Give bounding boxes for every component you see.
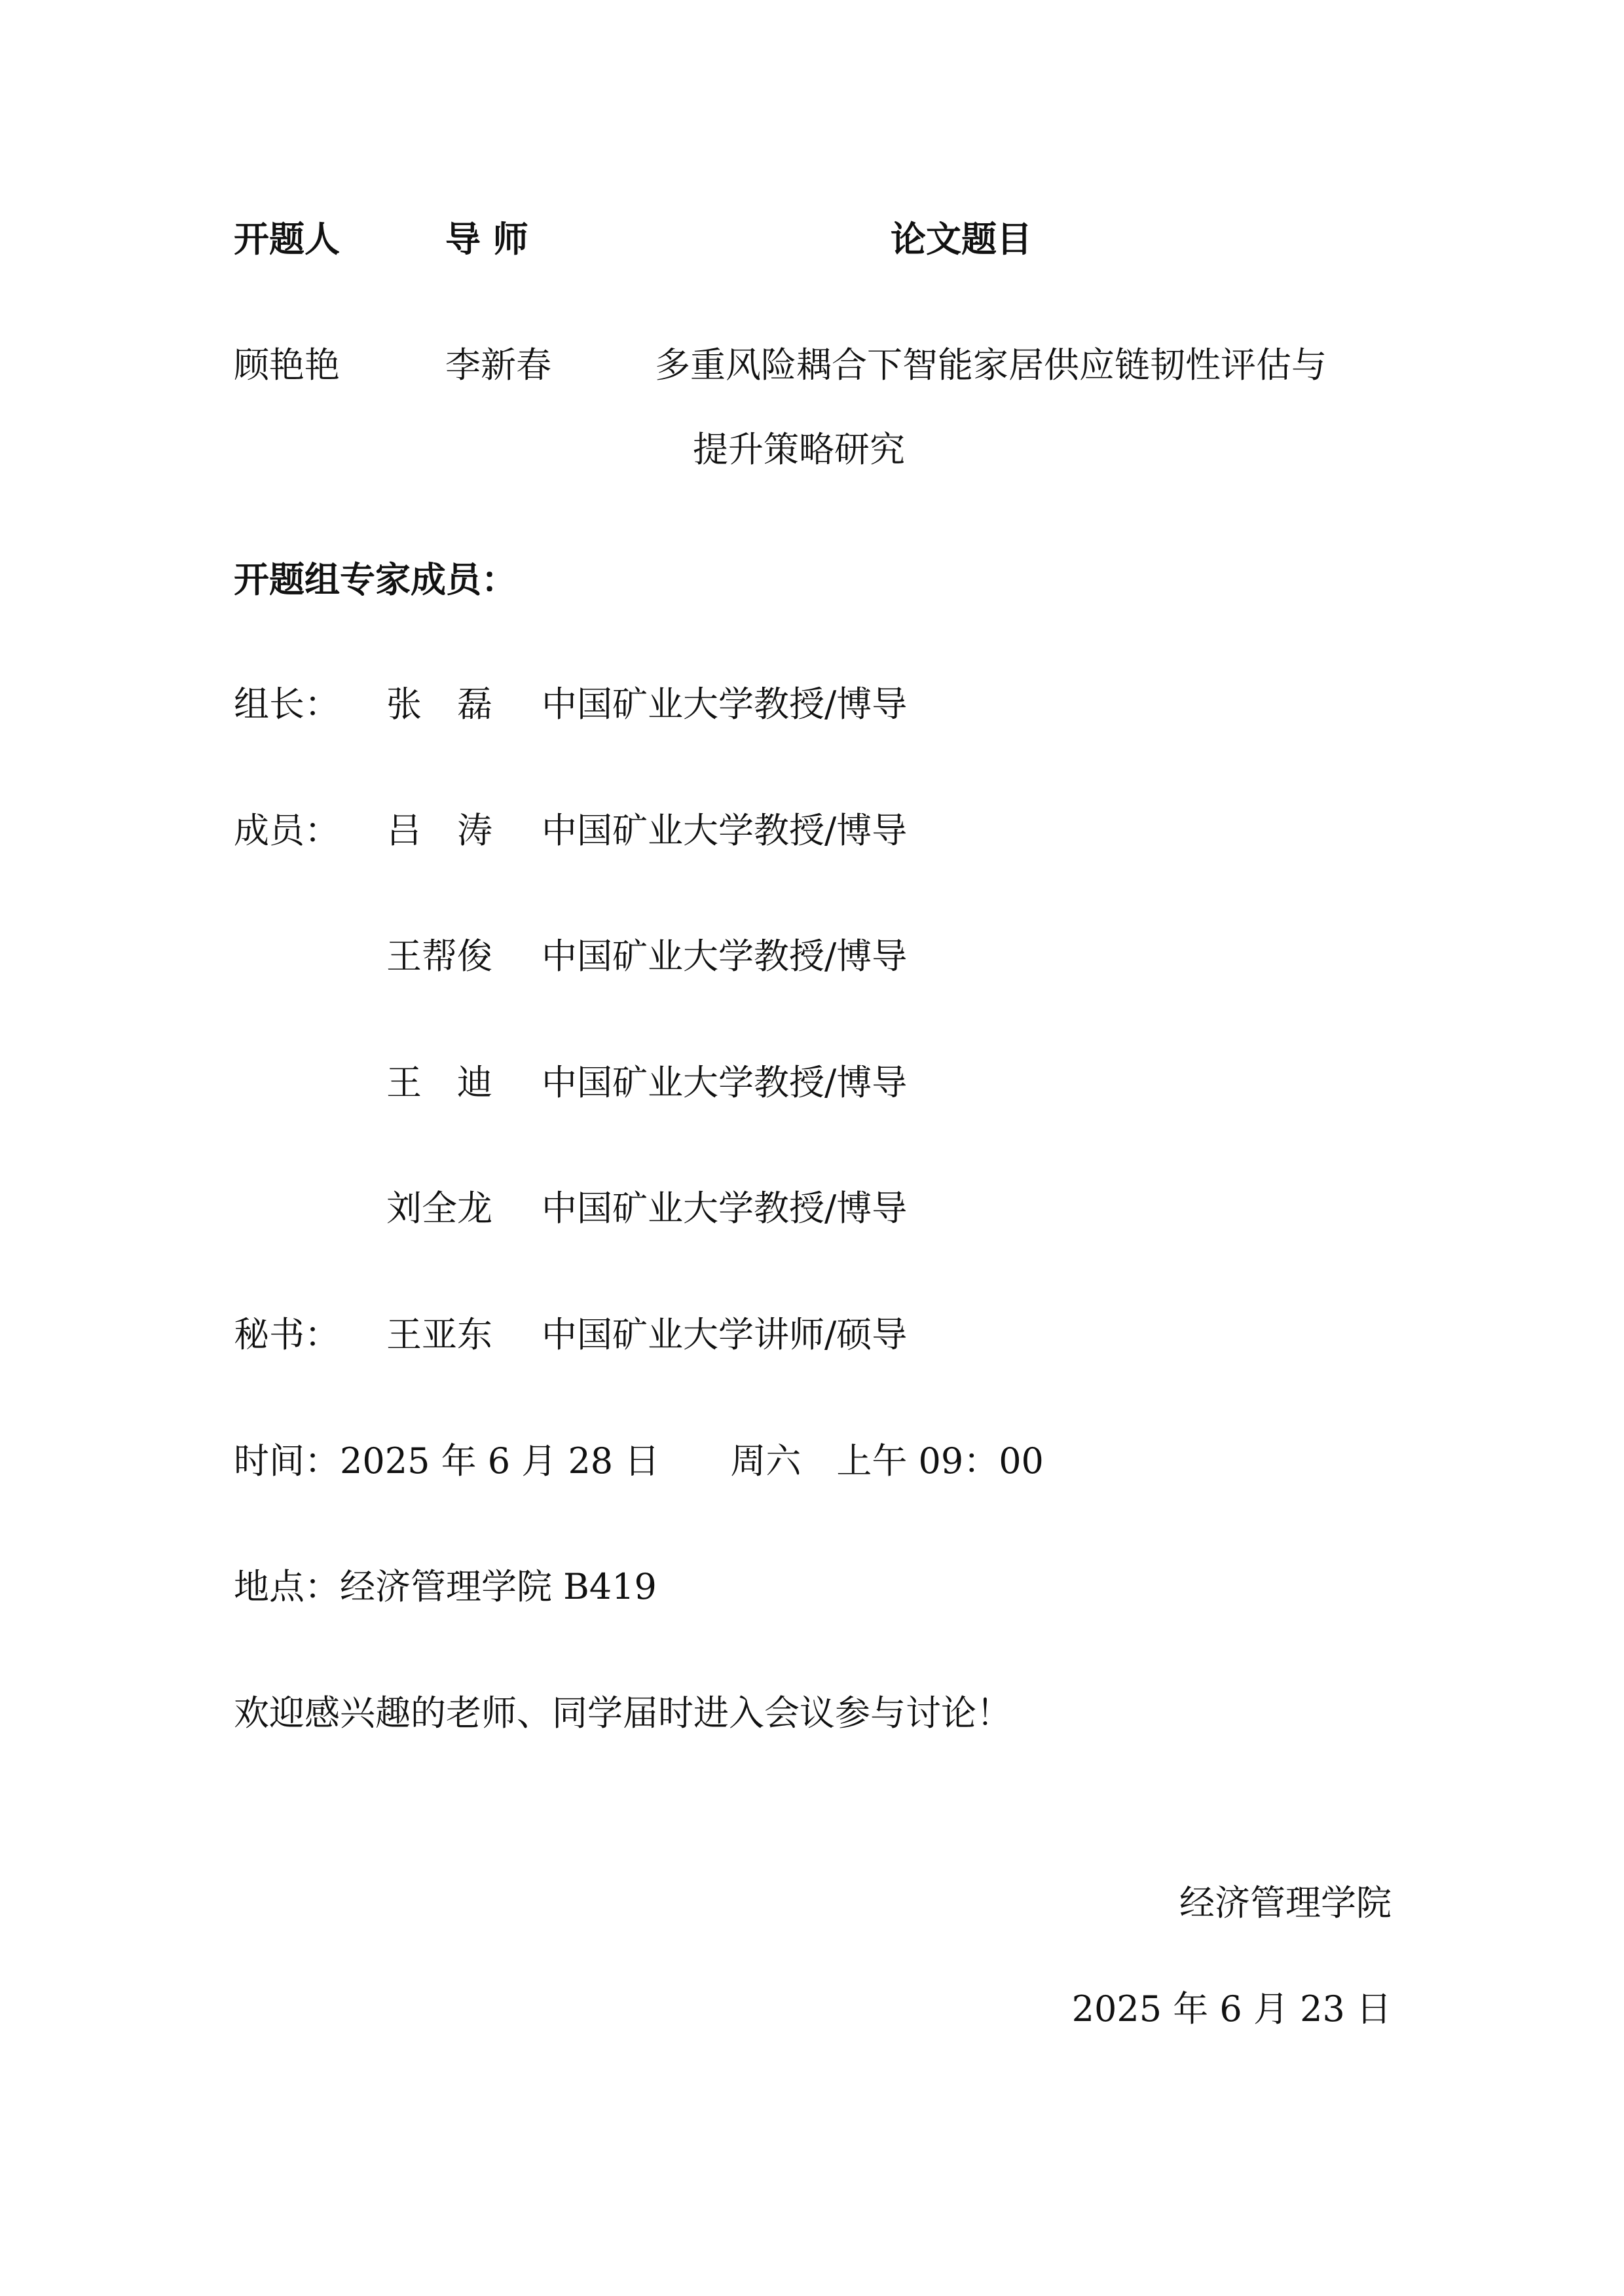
footer-org: 经济管理学院 — [1179, 1882, 1392, 1923]
thesis-title-line-2: 提升策略研究 — [693, 429, 905, 470]
secretary-label: 秘书： — [234, 1314, 340, 1355]
member-name: 王帮俊 — [386, 936, 492, 977]
meeting-time: 时间：2025 年 6 月 28 日 周六 上午 09：00 — [234, 1440, 1044, 1482]
advisor-label: 导 师 — [445, 218, 528, 260]
meeting-place: 地点：经济管理学院 B419 — [234, 1566, 657, 1607]
member-title: 中国矿业大学教授/博导 — [542, 810, 908, 851]
leader-label: 组长： — [234, 683, 340, 725]
member-name: 刘全龙 — [386, 1188, 492, 1229]
advisor-name: 李新春 — [445, 344, 551, 386]
secretary-name: 王亚东 — [386, 1314, 492, 1355]
member-title: 中国矿业大学教授/博导 — [542, 936, 908, 977]
leader-title: 中国矿业大学教授/博导 — [542, 683, 908, 725]
member-title: 中国矿业大学教授/博导 — [542, 1062, 908, 1103]
welcome-message: 欢迎感兴趣的老师、同学届时进入会议参与讨论！ — [234, 1692, 1012, 1734]
presenter-label: 开题人 — [234, 218, 340, 260]
leader-name: 张 磊 — [386, 683, 492, 725]
member-title: 中国矿业大学教授/博导 — [542, 1188, 908, 1229]
thesis-title-label: 论文题目 — [891, 218, 1032, 260]
secretary-title: 中国矿业大学讲师/硕导 — [542, 1314, 908, 1355]
footer-date: 2025 年 6 月 23 日 — [1071, 1988, 1392, 2030]
presenter-name: 顾艳艳 — [234, 344, 340, 386]
members-label: 成员： — [234, 810, 340, 851]
committee-heading: 开题组专家成员： — [234, 558, 517, 600]
member-name: 吕 涛 — [386, 810, 492, 851]
member-name: 王 迪 — [386, 1062, 492, 1103]
thesis-title-line-1: 多重风险耦合下智能家居供应链韧性评估与 — [655, 344, 1327, 386]
